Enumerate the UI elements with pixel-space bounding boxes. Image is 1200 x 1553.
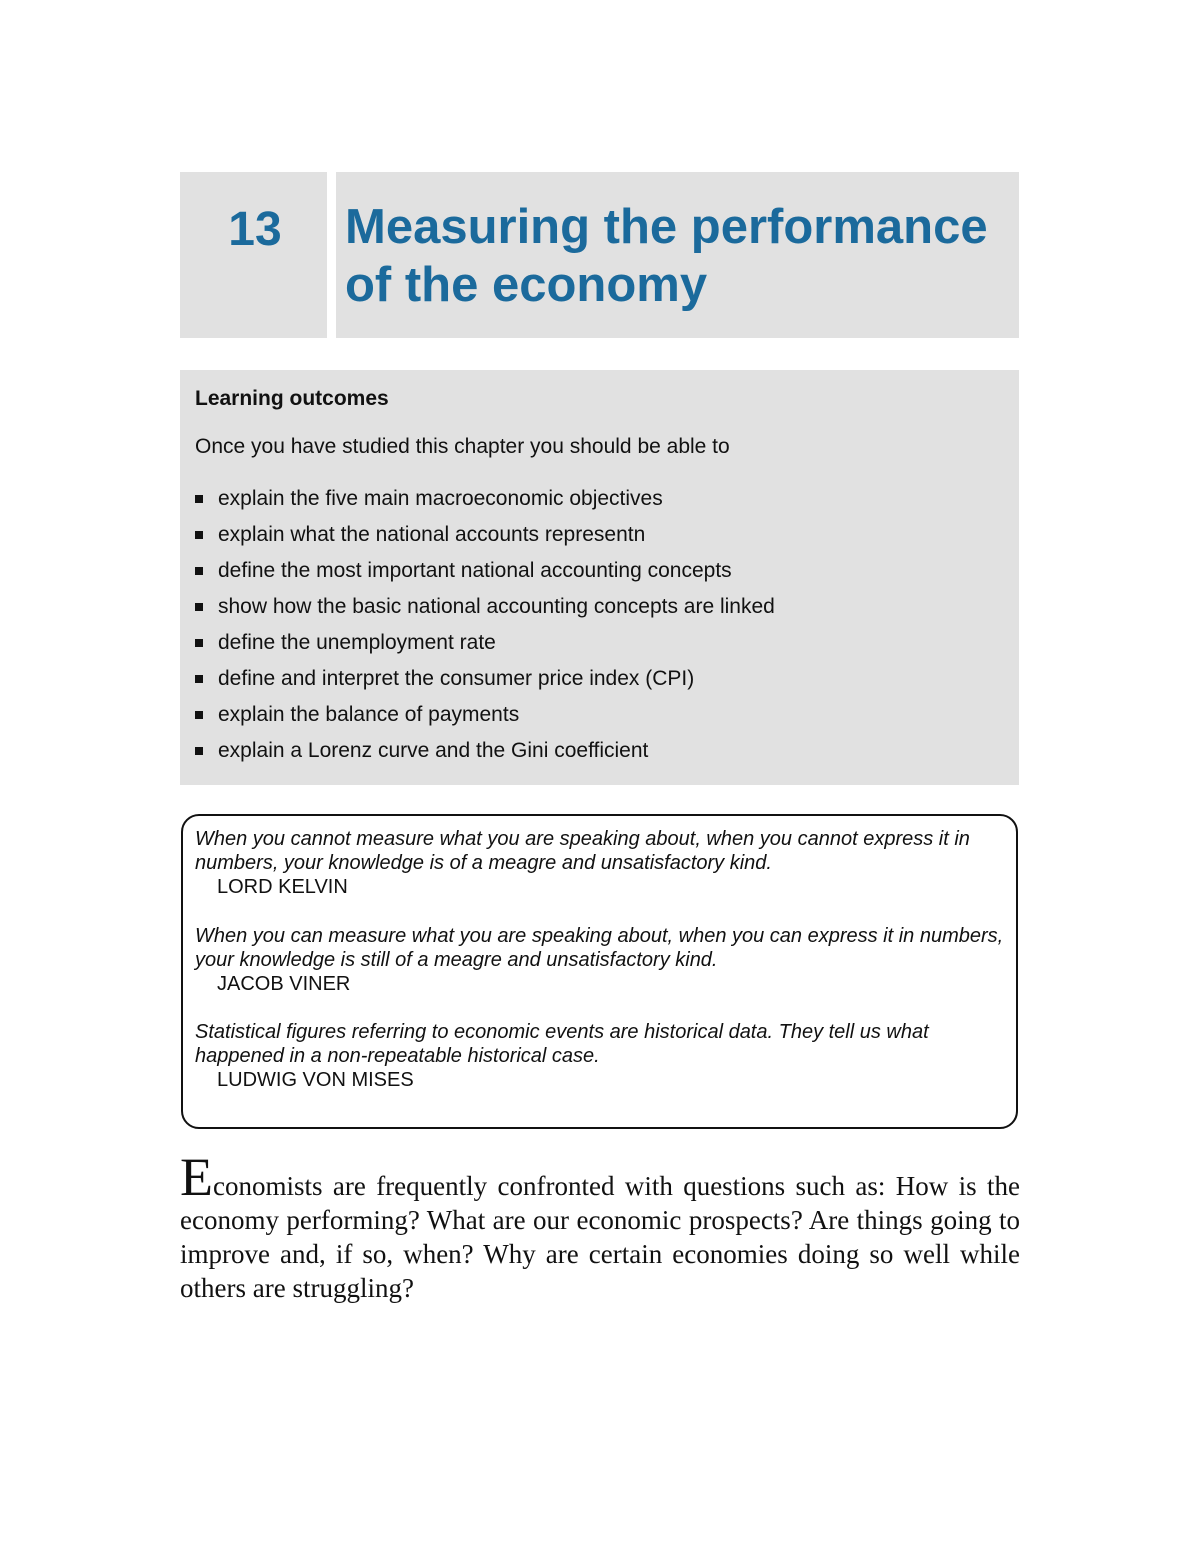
quote-text: When you can measure what you are speaking about, when you can express it in numbers, your knowledge is still of a meagre and unsatisfactory kind. <box>195 925 1004 971</box>
quote-text: When you cannot measure what you are speaking about, when you cannot express it in numbers, your knowledge is of a meagre and unsatisfactory kind. <box>195 828 970 874</box>
drop-cap: E <box>180 1147 213 1207</box>
quotes-box <box>181 814 1018 1129</box>
list-item <box>195 697 775 733</box>
list-item-text: explain a Lorenz curve and the Gini coefficient <box>218 739 649 762</box>
square-bullet-icon <box>195 747 203 755</box>
quote-author: LORD KELVIN <box>217 876 348 898</box>
chapter-title-box <box>336 172 1019 338</box>
chapter-number: 13 <box>228 203 282 256</box>
square-bullet-icon <box>195 711 203 719</box>
body-text: conomists are frequently confronted with questions such as: How is the economy performing? What are our economic prospects? Are things going to improve and, if so, when? Why are certain economies doing so well while others are struggling? <box>180 1171 1020 1303</box>
list-item <box>195 481 775 517</box>
quote-viner <box>195 924 1010 996</box>
list-item-text: define the unemployment rate <box>218 631 496 654</box>
list-item <box>195 589 775 625</box>
list-item-text: show how the basic national accounting concepts are linked <box>218 595 775 618</box>
list-item-text: explain what the national accounts representn <box>218 523 646 546</box>
list-item <box>195 661 775 697</box>
list-item-text: explain the balance of payments <box>218 703 520 726</box>
square-bullet-icon <box>195 531 203 539</box>
chapter-number-box <box>180 172 327 338</box>
square-bullet-icon <box>195 567 203 575</box>
quote-mises <box>195 1020 1010 1092</box>
list-item-text: explain the five main macroeconomic objectives <box>218 487 663 510</box>
list-item <box>195 733 775 769</box>
quote-kelvin <box>195 827 1010 899</box>
chapter-title: Measuring the performance of the economy <box>345 200 988 312</box>
list-item-text: define the most important national accounting concepts <box>218 559 732 582</box>
body-paragraph <box>180 1147 1020 1305</box>
list-item <box>195 517 775 553</box>
square-bullet-icon <box>195 675 203 683</box>
quote-author: JACOB VINER <box>217 973 351 995</box>
learning-outcomes-intro: Once you have studied this chapter you should be able to <box>195 435 730 458</box>
list-item <box>195 625 775 661</box>
quote-text: Statistical figures referring to economic events are historical data. They tell us what happened in a non-repeatable historical case. <box>195 1021 929 1067</box>
learning-outcomes-box <box>180 370 1019 785</box>
square-bullet-icon <box>195 603 203 611</box>
square-bullet-icon <box>195 639 203 647</box>
square-bullet-icon <box>195 495 203 503</box>
quote-author: LUDWIG VON MISES <box>217 1069 414 1091</box>
list-item-text: define and interpret the consumer price index (CPI) <box>218 667 695 690</box>
learning-outcomes-heading: Learning outcomes <box>195 387 389 410</box>
learning-outcomes-list <box>195 481 775 769</box>
list-item <box>195 553 775 589</box>
